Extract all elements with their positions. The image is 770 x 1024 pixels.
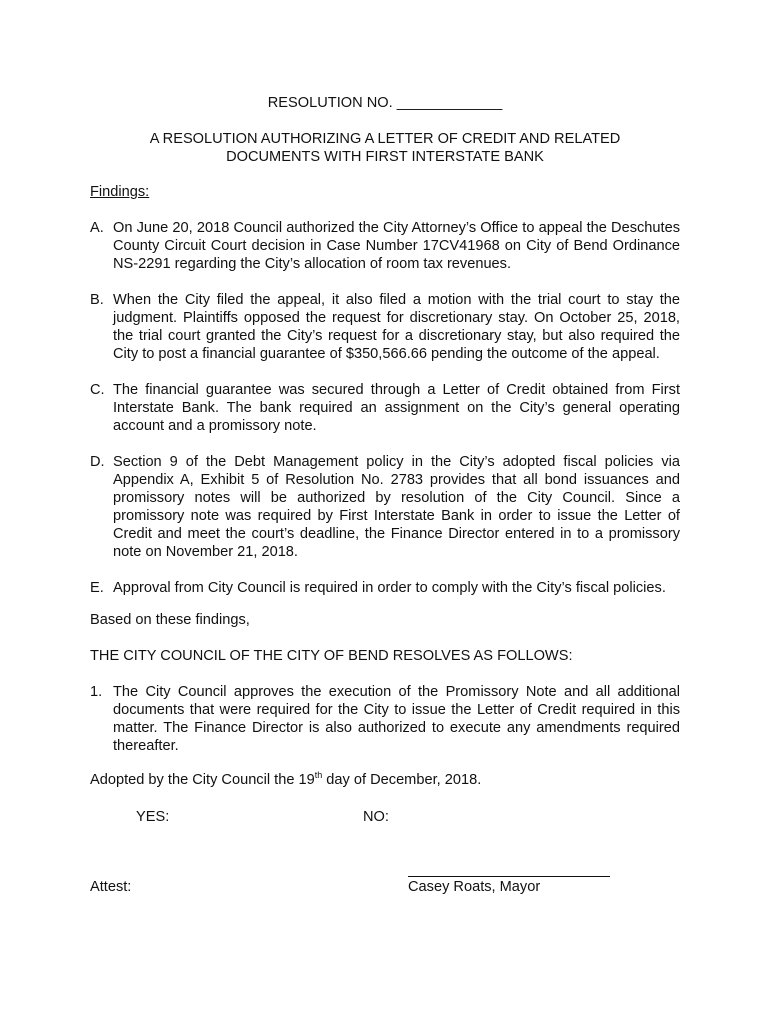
based-on-findings: Based on these findings, bbox=[90, 612, 250, 628]
vote-no-label: NO: bbox=[363, 809, 389, 825]
attest-label: Attest: bbox=[90, 879, 132, 895]
adopted-prefix: Adopted by the City Council the 19 bbox=[90, 772, 315, 788]
finding-item bbox=[90, 291, 680, 363]
finding-text: The financial guarantee was secured through a Letter of Credit obtained from First Interstate Bank. The bank required an assignment on the City’s general operating account and a promissory note. bbox=[113, 382, 680, 434]
resolves-heading: THE CITY COUNCIL OF THE CITY OF BEND RESOLVES AS FOLLOWS: bbox=[90, 648, 573, 664]
title-line-1: A RESOLUTION AUTHORIZING A LETTER OF CREDIT AND RELATED bbox=[149, 131, 621, 147]
resolution-item bbox=[90, 683, 680, 755]
finding-item bbox=[90, 219, 680, 273]
finding-item bbox=[90, 381, 680, 435]
mayor-name: Casey Roats, Mayor bbox=[408, 879, 541, 895]
mayor-signature-line bbox=[408, 876, 610, 877]
adopted-day-suffix: th bbox=[314, 770, 323, 781]
finding-marker: C. bbox=[90, 382, 105, 398]
finding-text: When the City filed the appeal, it also filed a motion with the trial court to stay the judgment. Plaintiffs opposed the request for discretionary stay. On October 25, 2018, the trial court granted the City’s request for a discretionary stay, but also required the City to post a financial guarantee of $350,566.66 pending the outcome of the appeal. bbox=[113, 292, 680, 362]
title-line-2: DOCUMENTS WITH FIRST INTERSTATE BANK bbox=[226, 149, 544, 165]
finding-text: Approval from City Council is required in order to comply with the City’s fiscal policies. bbox=[113, 580, 666, 596]
finding-marker: D. bbox=[90, 454, 105, 470]
resolution-marker: 1. bbox=[90, 684, 103, 700]
finding-item bbox=[90, 453, 680, 561]
vote-yes-label: YES: bbox=[136, 809, 170, 825]
findings-heading: Findings: bbox=[90, 184, 150, 200]
resolution-text: The City Council approves the execution of the Promissory Note and all additional documents that were required for the City to issue the Letter of Credit required in this matter. The Finance Director is also authorized to execute any amendments required thereafter. bbox=[113, 684, 680, 754]
adopted-suffix: day of December, 2018. bbox=[322, 772, 482, 788]
resolutions-list bbox=[90, 683, 680, 773]
finding-marker: A. bbox=[90, 220, 104, 236]
finding-marker: B. bbox=[90, 292, 104, 308]
adopted-statement bbox=[90, 771, 680, 789]
finding-item bbox=[90, 579, 680, 597]
findings-list bbox=[90, 219, 680, 615]
resolution-title bbox=[90, 130, 680, 166]
finding-marker: E. bbox=[90, 580, 104, 596]
finding-text: On June 20, 2018 Council authorized the City Attorney’s Office to appeal the Deschutes County Circuit Court decision in Case Number 17CV41968 on City of Bend Ordinance NS-2291 regarding the City’s allocation of room tax revenues. bbox=[113, 220, 680, 272]
finding-text: Section 9 of the Debt Management policy in the City’s adopted fiscal policies via Appendix A, Exhibit 5 of Resolution No. 2783 provides that all bond issuances and promissory notes will be authorized by resolution of the City Council. Since a promissory note was required by First Interstate Bank in order to issue the Letter of Credit and meet the court’s deadline, the Finance Director entered in to a promissory note on November 21, 2018. bbox=[113, 454, 680, 560]
resolution-number: RESOLUTION NO. _____________ bbox=[267, 95, 503, 111]
